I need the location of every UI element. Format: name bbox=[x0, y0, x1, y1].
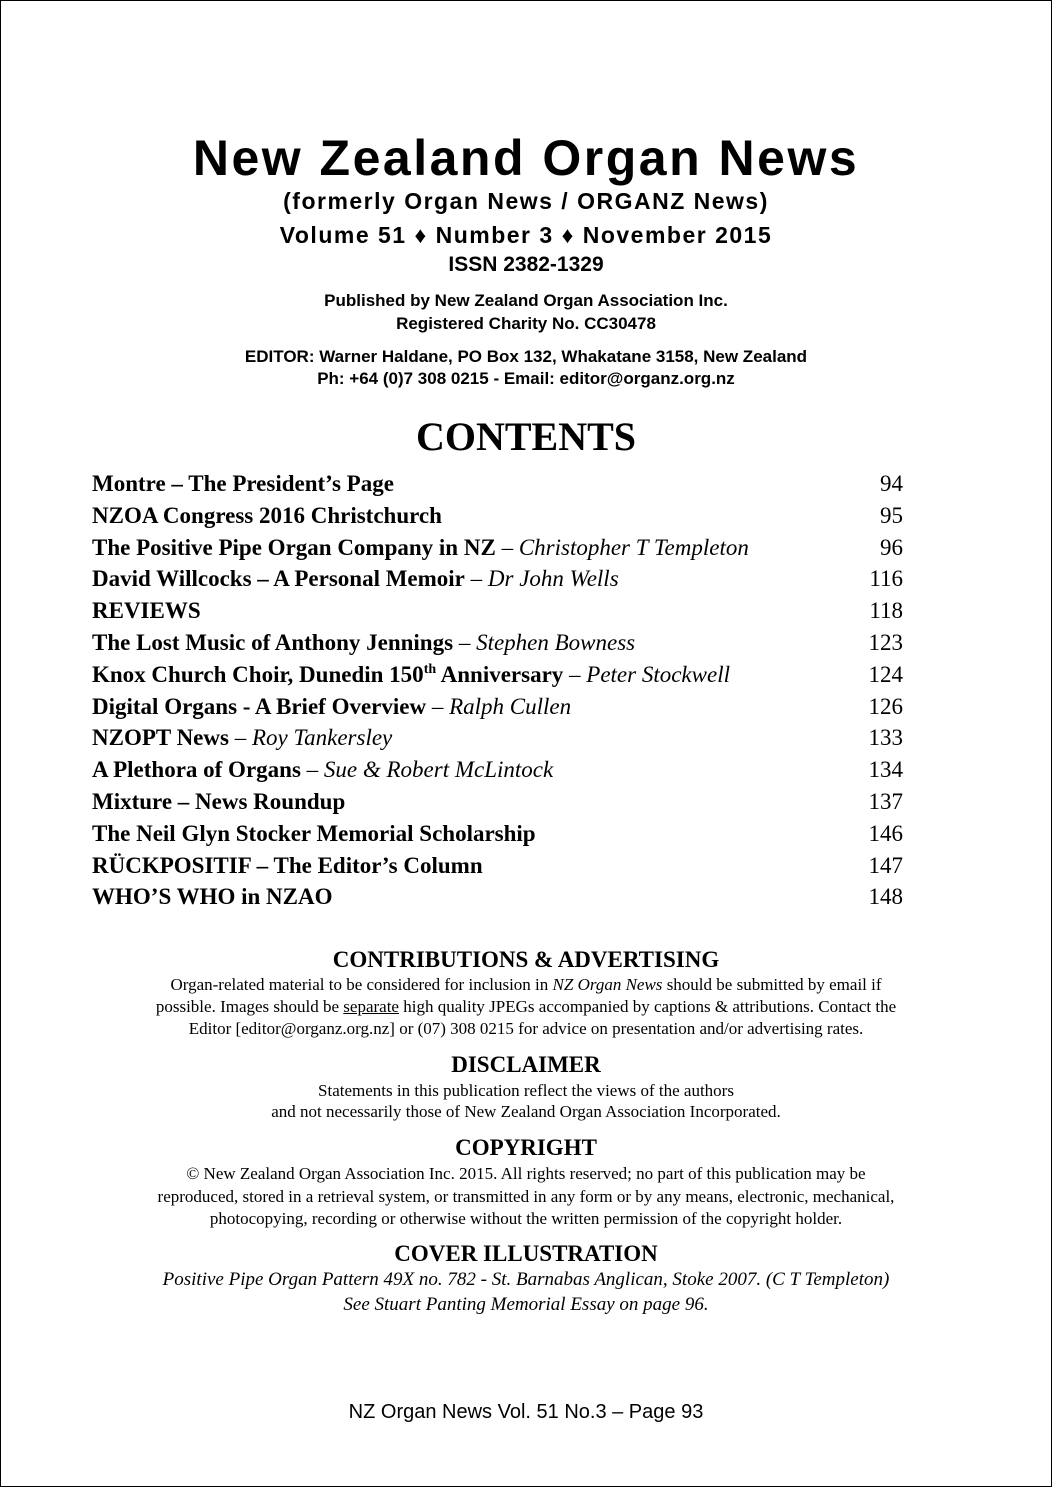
toc-entry-page: 116 bbox=[869, 566, 903, 592]
toc-entry-title: Mixture – News Roundup bbox=[92, 788, 346, 814]
text-run: possible. Images should be bbox=[155, 997, 344, 1016]
copyright-heading: COPYRIGHT bbox=[455, 1135, 597, 1160]
contents-heading: CONTENTS bbox=[415, 414, 637, 459]
toc-entry-author: – Peter Stockwell bbox=[569, 661, 730, 687]
toc-entry[interactable] bbox=[92, 627, 903, 659]
toc-entry-page: 124 bbox=[868, 661, 903, 687]
contributions-text-line bbox=[1, 996, 1051, 1018]
issn: ISSN 2382-1329 bbox=[448, 253, 604, 276]
toc-entry-title-start: Knox Church Choir, Dunedin 150 bbox=[92, 661, 424, 687]
cover-caption-line: Positive Pipe Organ Pattern 49X no. 782 - St. Barnabas Anglican, Stoke 2007. (C T Templeton) bbox=[162, 1269, 890, 1290]
toc-entry-page: 118 bbox=[869, 598, 903, 624]
toc-entry-author: – Ralph Cullen bbox=[431, 693, 572, 719]
toc-entry[interactable] bbox=[92, 659, 903, 691]
editor-address: EDITOR: Warner Haldane, PO Box 132, Whakatane 3158, New Zealand bbox=[244, 347, 808, 366]
toc-entry-page: 94 bbox=[880, 471, 903, 496]
toc-entry-title: A Plethora of Organs bbox=[92, 757, 301, 783]
toc-entry-page: 96 bbox=[880, 534, 903, 560]
toc-entry-page: 148 bbox=[868, 884, 903, 910]
toc-entry[interactable] bbox=[92, 754, 903, 786]
toc-entry-page: 147 bbox=[868, 852, 903, 878]
cover-illustration-heading: COVER ILLUSTRATION bbox=[394, 1241, 658, 1266]
toc-entry[interactable] bbox=[92, 500, 903, 532]
toc-entry[interactable] bbox=[92, 722, 903, 754]
table-of-contents bbox=[92, 468, 903, 913]
toc-entry-title: RÜCKPOSITIF – The Editor’s Column bbox=[92, 852, 483, 878]
toc-entry-title: David Willcocks – A Personal Memoir bbox=[92, 566, 465, 592]
toc-entry-author: – Roy Tankersley bbox=[234, 725, 393, 751]
toc-entry-title: REVIEWS bbox=[92, 598, 201, 624]
toc-entry-page: 123 bbox=[868, 629, 903, 655]
toc-entry-title: WHO’S WHO in NZAO bbox=[92, 884, 333, 910]
copyright-text-line: reproduced, stored in a retrieval system, or transmitted in any form or by any means, electronic, mechanical, bbox=[157, 1187, 895, 1206]
contributions-heading: CONTRIBUTIONS & ADVERTISING bbox=[332, 947, 720, 972]
page-footer: NZ Organ News Vol. 51 No.3 – Page 93 bbox=[348, 1401, 704, 1423]
former-names: (formerly Organ News / ORGANZ News) bbox=[283, 188, 769, 214]
toc-entry-title: NZOPT News bbox=[92, 725, 229, 751]
toc-entry[interactable] bbox=[92, 881, 903, 913]
toc-entry-title: The Positive Pipe Organ Company in NZ bbox=[92, 534, 496, 560]
toc-entry[interactable] bbox=[92, 563, 903, 595]
publication-title: New Zealand Organ News bbox=[192, 130, 860, 186]
toc-entry[interactable] bbox=[92, 468, 903, 500]
publisher-line: Published by New Zealand Organ Association Inc. bbox=[324, 291, 728, 310]
toc-entry-page: 134 bbox=[868, 757, 903, 783]
toc-entry-title: NZOA Congress 2016 Christchurch bbox=[92, 502, 442, 528]
toc-entry-title: Montre – The President’s Page bbox=[92, 471, 394, 496]
disclaimer-text-line: and not necessarily those of New Zealand Organ Association Incorporated. bbox=[271, 1102, 781, 1121]
toc-entry-ordinal: th bbox=[423, 661, 437, 677]
toc-entry[interactable] bbox=[92, 691, 903, 723]
copyright-text-line: photocopying, recording or otherwise without the written permission of the copyright holder. bbox=[209, 1209, 843, 1228]
toc-entry-title: The Neil Glyn Stocker Memorial Scholarship bbox=[92, 820, 536, 846]
emphasis-underline: separate bbox=[343, 997, 399, 1016]
toc-entry-author: – Dr John Wells bbox=[470, 566, 619, 592]
toc-entry[interactable] bbox=[92, 532, 903, 564]
toc-entry-title-end: Anniversary bbox=[436, 661, 564, 687]
copyright-text-line: © New Zealand Organ Association Inc. 2015. All rights reserved; no part of this publication may be bbox=[186, 1164, 866, 1183]
toc-entry[interactable] bbox=[92, 850, 903, 882]
text-run: should be submitted by email if bbox=[662, 975, 882, 994]
toc-entry-title: The Lost Music of Anthony Jennings bbox=[92, 629, 454, 655]
editor-contact: Ph: +64 (0)7 308 0215 - Email: editor@organz.org.nz bbox=[317, 369, 735, 388]
toc-entry-page: 133 bbox=[868, 725, 903, 751]
toc-entry[interactable] bbox=[92, 818, 903, 850]
charity-number: Registered Charity No. CC30478 bbox=[396, 314, 656, 333]
text-run: high quality JPEGs accompanied by captions & attributions. Contact the bbox=[398, 997, 897, 1016]
contributions-text-line: Editor [editor@organz.org.nz] or (07) 308 0215 for advice on presentation and/or advertising rates. bbox=[188, 1019, 864, 1038]
toc-entry-page: 126 bbox=[868, 693, 903, 719]
contributions-text-line bbox=[1, 974, 1051, 996]
publication-name: NZ Organ News bbox=[552, 975, 663, 994]
toc-entry-author: – Christopher T Templeton bbox=[501, 534, 749, 560]
toc-entry-page: 137 bbox=[868, 788, 903, 814]
toc-entry-title bbox=[92, 662, 563, 687]
disclaimer-heading: DISCLAIMER bbox=[451, 1052, 601, 1077]
toc-entry[interactable] bbox=[92, 786, 903, 818]
disclaimer-text-line: Statements in this publication reflect the views of the authors bbox=[318, 1081, 734, 1100]
toc-entry-page: 146 bbox=[868, 820, 903, 846]
toc-entry-page: 95 bbox=[880, 502, 903, 528]
toc-entry-author: – Sue & Robert McLintock bbox=[306, 757, 554, 783]
volume-line: Volume 51 ♦ Number 3 ♦ November 2015 bbox=[279, 222, 773, 248]
toc-entry[interactable] bbox=[92, 595, 903, 627]
text-run: Organ-related material to be considered for inclusion in bbox=[170, 975, 553, 994]
cover-caption-line: See Stuart Panting Memorial Essay on page 96. bbox=[343, 1294, 709, 1315]
toc-entry-title: Digital Organs - A Brief Overview bbox=[92, 693, 427, 719]
toc-entry-author: – Stephen Bowness bbox=[458, 629, 636, 655]
